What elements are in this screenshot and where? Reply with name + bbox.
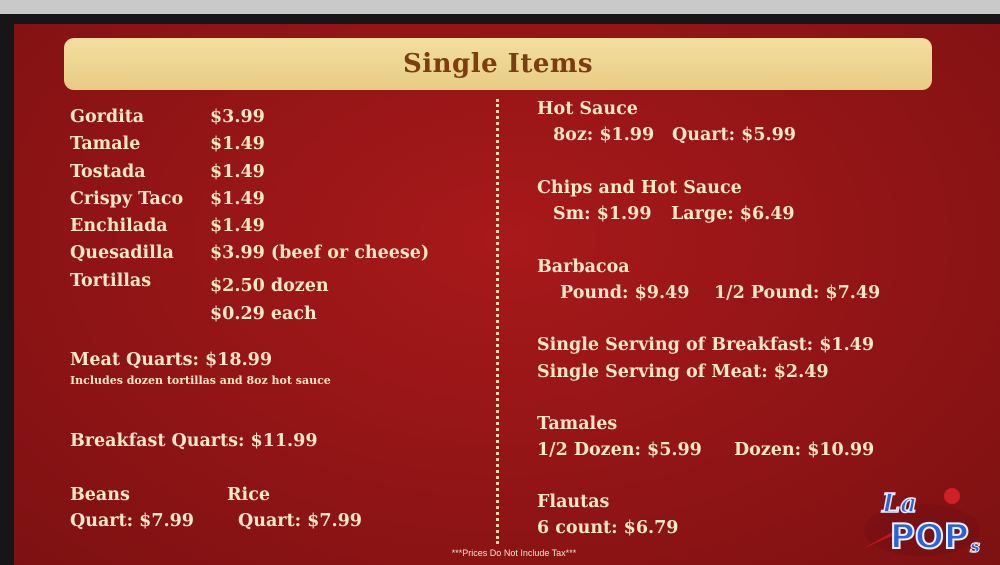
tamales-half-dozen: 1/2 Dozen: $5.99 xyxy=(537,440,702,460)
flautas-title: Flautas xyxy=(537,492,610,512)
barbacoa-title: Barbacoa xyxy=(537,257,630,277)
tax-footnote: ***Prices Do Not Include Tax*** xyxy=(451,548,577,558)
item-price: $1.49 xyxy=(210,189,265,209)
item-name: Gordita xyxy=(70,107,145,127)
single-breakfast: Single Serving of Breakfast: $1.49 xyxy=(537,335,875,355)
item-name: Quesadilla xyxy=(70,243,174,263)
breakfast-quarts: Breakfast Quarts: $11.99 xyxy=(70,431,318,451)
tamales-dozen: Dozen: $10.99 xyxy=(734,440,875,460)
barbacoa-pound: Pound: $9.49 xyxy=(560,283,690,303)
item-price: $3.99 xyxy=(210,107,265,127)
beans-price: Quart: $7.99 xyxy=(70,511,194,531)
chips-small: Sm: $1.99 xyxy=(553,204,652,224)
title-banner xyxy=(64,38,932,90)
item-name: Crispy Taco xyxy=(70,189,184,209)
logo-la: La xyxy=(882,489,918,519)
item-price: $0.29 each xyxy=(210,304,317,324)
flautas-count: 6 count: $6.79 xyxy=(537,518,679,538)
page-title: Single Items xyxy=(402,49,594,79)
barbacoa-half-pound: 1/2 Pound: $7.49 xyxy=(714,283,881,303)
meat-quarts-note: Includes dozen tortillas and 8oz hot sauce xyxy=(70,374,331,387)
item-price: $1.49 xyxy=(210,162,265,182)
item-price: $1.49 xyxy=(210,216,265,236)
item-name: Tamale xyxy=(70,134,141,154)
item-price: $2.50 dozen xyxy=(210,276,329,296)
beans-title: Beans xyxy=(70,485,130,505)
item-price: $3.99 (beef or cheese) xyxy=(210,243,430,263)
meat-quarts-title: Meat Quarts: $18.99 xyxy=(70,350,273,370)
item-price: $1.49 xyxy=(210,134,265,154)
hot-sauce-quart: Quart: $5.99 xyxy=(672,125,796,145)
hot-sauce-title: Hot Sauce xyxy=(537,99,638,119)
la-pops-logo xyxy=(852,470,984,562)
item-name: Tortillas xyxy=(70,271,152,291)
single-meat: Single Serving of Meat: $2.49 xyxy=(537,362,829,382)
logo-s: s xyxy=(970,536,981,557)
column-divider xyxy=(496,99,499,544)
item-name: Enchilada xyxy=(70,216,168,236)
chips-title: Chips and Hot Sauce xyxy=(537,178,742,198)
rice-price: Quart: $7.99 xyxy=(238,511,362,531)
logo-pop: POP xyxy=(890,517,969,557)
top-wall-strip xyxy=(0,0,1000,14)
rice-title: Rice xyxy=(227,485,270,505)
item-name: Tostada xyxy=(70,162,146,182)
hot-sauce-8oz: 8oz: $1.99 xyxy=(553,125,655,145)
chips-large: Large: $6.49 xyxy=(671,204,795,224)
menu-board xyxy=(14,24,1000,565)
tamales-title: Tamales xyxy=(537,414,618,434)
